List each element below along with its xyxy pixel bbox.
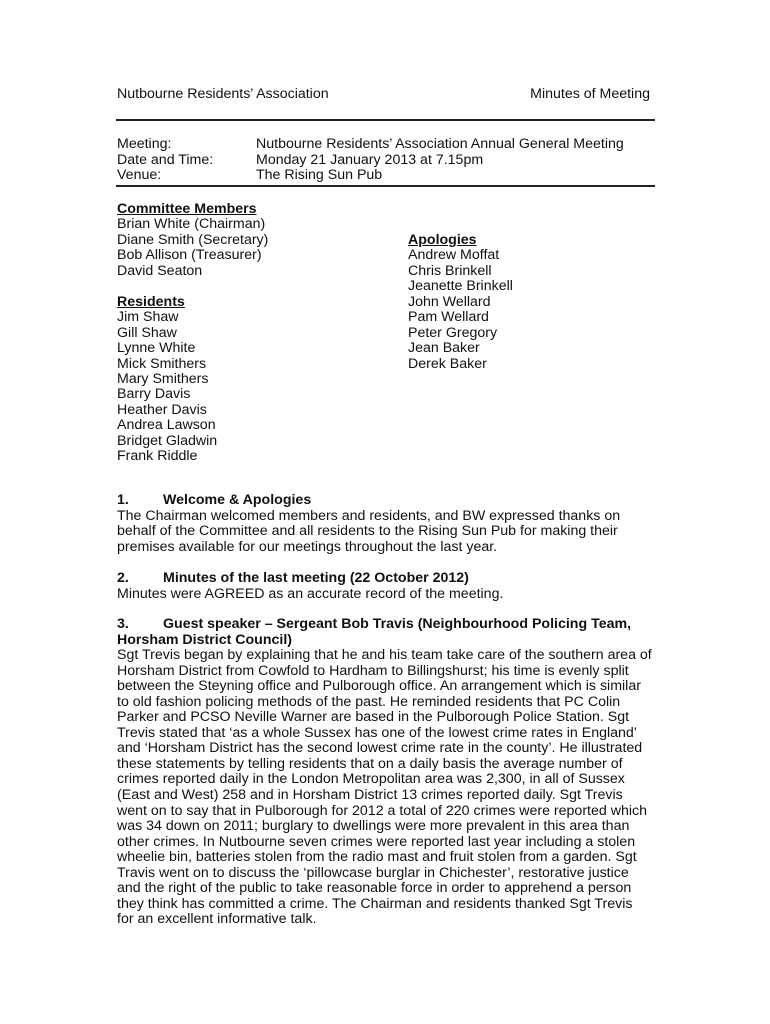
date-time-value: Monday 21 January 2013 at 7.15pm [256, 151, 484, 168]
body-line: behalf of the Committee and all residents to the Rising Sun Pub for making their [117, 523, 618, 540]
date-time-row [117, 153, 657, 169]
resident-name: Mary Smithers [117, 370, 209, 387]
date-time-label: Date and Time: [117, 151, 214, 168]
body-line: Trevis stated that ‘as a whole Sussex has one of the lowest crime rates in England’ [117, 724, 637, 741]
body-line: The Chairman welcomed members and residents, and BW expressed thanks on [117, 507, 621, 524]
page-header [117, 86, 650, 106]
committee-member: Diane Smith (Secretary) [117, 231, 269, 248]
committee-member: Brian White (Chairman) [117, 216, 266, 233]
body-line: wheelie bin, batteries stolen from the radio mast and fruit stolen from a garden. Sgt [117, 849, 637, 866]
section-title [117, 493, 657, 509]
apology-name: Derek Baker [408, 355, 487, 372]
body-line: and the right of the public to take reasonable force in order to apprehend a person [117, 880, 632, 897]
document-type: Minutes of Meeting [530, 86, 650, 102]
resident-name: Lynne White [117, 340, 196, 357]
committee-member: Bob Allison (Treasurer) [117, 247, 262, 264]
meeting-label: Meeting: [117, 136, 172, 152]
meeting-value: Nutbourne Residents’ Association Annual General Meeting [256, 136, 624, 152]
section-number: 2. [117, 570, 129, 586]
apology-name: Andrew Moffat [408, 247, 500, 264]
apologies-heading: Apologies [408, 232, 477, 248]
body-line: they think has committed a crime. The Chairman and residents thanked Sgt Trevis [117, 895, 633, 912]
section-heading: Welcome & Apologies [163, 492, 312, 508]
meeting-details [117, 137, 657, 184]
section-title [117, 617, 657, 633]
body-line: Minutes were AGREED as an accurate record of the meeting. [117, 585, 504, 602]
resident-name: Mick Smithers [117, 355, 207, 372]
organisation-name: Nutbourne Residents’ Association [117, 86, 329, 102]
section-number: 3. [117, 616, 129, 632]
body-line: crimes reported daily in the London Metropolitan area was 2,300, in all of Sussex [117, 771, 625, 788]
resident-name: Andrea Lawson [117, 417, 216, 434]
spacer [117, 279, 387, 294]
body-line: (East and West) 258 and in Horsham District 13 crimes reported daily. Sgt Trevis [117, 787, 623, 804]
body-line: to old fashion policing methods of the past. He reminded residents that PC Colin [117, 693, 621, 710]
resident-name: Frank Riddle [117, 448, 198, 465]
apology-name: Chris Brinkell [408, 262, 492, 279]
header-divider [116, 119, 655, 121]
attendees-column [117, 202, 387, 465]
apology-name: Pam Wellard [408, 309, 489, 326]
venue-label: Venue: [117, 167, 162, 183]
section-title [117, 571, 657, 587]
committee-member: David Seaton [117, 262, 203, 279]
body-line: other crimes. In Nutbourne seven crimes were reported last year including a stolen [117, 833, 636, 850]
body-line: Parker and PCSO Neville Warner are based in the Pulborough Police Station. Sgt [117, 709, 630, 726]
body-line: premises available for our meetings throughout the last year. [117, 538, 498, 555]
section-heading: Guest speaker – Sergeant Bob Travis (Neighbourhood Policing Team, [163, 616, 632, 632]
meeting-row [117, 137, 657, 153]
resident-name: Bridget Gladwin [117, 432, 218, 449]
apology-name: Peter Gregory [408, 324, 498, 341]
body-line: and ‘Horsham District has the second lowest crime rate in the county’. He illustrated [117, 740, 643, 757]
resident-name: Heather Davis [117, 401, 207, 418]
resident-name: Barry Davis [117, 386, 191, 403]
resident-name: Gill Shaw [117, 324, 177, 341]
section-heading: Minutes of the last meeting (22 October 2012) [163, 570, 469, 586]
body-line: went on to say that in Pulborough for 2012 a total of 220 crimes were reported which [117, 802, 647, 819]
body-line: for an excellent informative talk. [117, 911, 317, 928]
body-line: these statements by telling residents that on a daily basis the average number of [117, 755, 623, 772]
apologies-column [408, 233, 608, 372]
apology-name: John Wellard [408, 293, 491, 310]
body-line: Sgt Trevis began by explaining that he and his team take care of the southern area of [117, 647, 652, 664]
apology-name: Jeanette Brinkell [408, 278, 513, 295]
section-minutes [117, 571, 657, 602]
body-line: Horsham District from Cowfold to Hardham to Billingshurst; his time is evenly split [117, 662, 629, 679]
section-welcome [117, 493, 657, 555]
section-guest-speaker [117, 617, 657, 928]
details-divider [116, 185, 655, 187]
residents-heading: Residents [117, 293, 185, 310]
venue-value: The Rising Sun Pub [256, 167, 383, 183]
venue-row [117, 168, 657, 184]
apology-name: Jean Baker [408, 340, 480, 357]
committee-heading: Committee Members [117, 201, 257, 217]
body-line: Travis went on to discuss the ‘pillowcase burglar in Chichester’, restorative justice [117, 864, 629, 881]
resident-name: Jim Shaw [117, 309, 179, 326]
body-line: was 34 down on 2011; burglary to dwellings were more prevalent in this area than [117, 818, 630, 835]
section-title-continued: Horsham District Council) [117, 631, 293, 648]
body-line: between the Steyning office and Pulborough office. An arrangement which is similar [117, 678, 641, 695]
section-number: 1. [117, 492, 129, 508]
